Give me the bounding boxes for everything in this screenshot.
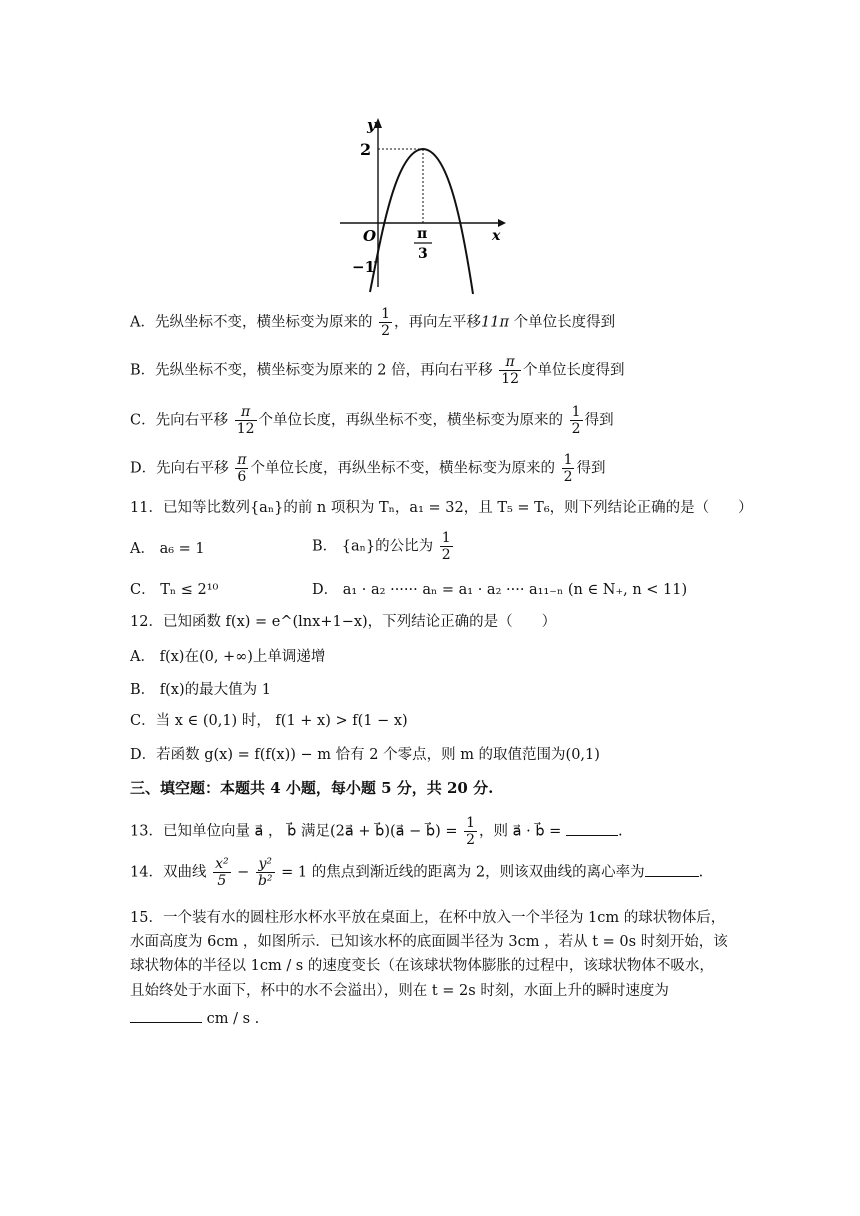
- q11-option-c: C． Tₙ ≤ 2¹⁰: [130, 582, 219, 598]
- origin-label: O: [363, 227, 377, 245]
- max-value-label: 2: [360, 140, 372, 159]
- fraction: $\frac{1}{2}$: [381, 306, 391, 340]
- fraction: $\frac{1}{2}$: [466, 815, 476, 849]
- fraction: $\frac{\text{x²}}{5}$: [215, 856, 229, 890]
- q14: 14．双曲线 $\frac{\text{x²}}{5}$ − $\frac{\text{y²}}{\text{b²}}$ = 1 的焦点到渐近线的距离为 2，则该双曲线的离心率为 .: [130, 856, 704, 890]
- fraction: $\frac{\pi}{12}$: [236, 404, 255, 438]
- x-axis-arrow-icon: [498, 219, 506, 227]
- q10-option-c: C．先向右平移 $\frac{\pi}{12}$ 个单位长度，再纵坐标不变，横坐标变为原来的 $\frac{1}{2}$ 得到: [130, 404, 614, 438]
- q15-line-2: 水面高度为 6cm ，如图所示．已知该水杯的底面圆半径为 3cm ，若从 t = 0s 时刻开始，该: [130, 934, 728, 950]
- fraction: $\frac{1}{2}$: [441, 530, 451, 564]
- q11-option-d: D． a₁ · a₂ ······ aₙ = a₁ · a₂ ···· a₁₁₋ₙ (n ∈ N₊, n < 11): [312, 582, 688, 598]
- sine-curve: [370, 149, 473, 294]
- q10-option-d: D．先向右平移 $\frac{\pi}{6}$ 个单位长度，再纵坐标不变，横坐标变为原来的 $\frac{1}{2}$ 得到: [130, 452, 606, 486]
- x-tick-denominator: 3: [418, 246, 428, 262]
- answer-blank[interactable]: [645, 862, 699, 877]
- x-axis-label: x: [492, 228, 501, 244]
- fraction: $\frac{1}{2}$: [571, 404, 581, 438]
- q12-option-c: C．当 x ∈ (0,1) 时， f(1 + x) > f(1 − x): [130, 713, 408, 729]
- answer-blank[interactable]: [130, 1008, 202, 1023]
- q12-option-b: B． f(x)的最大值为 1: [130, 682, 271, 698]
- answer-blank[interactable]: [566, 821, 618, 836]
- y-axis-label: y: [367, 116, 376, 134]
- section-heading: 三、填空题：本题共 4 小题，每小题 5 分，共 20 分.: [130, 779, 494, 797]
- q12-stem: 12．已知函数 f(x) = e^(lnx+1−x)，下列结论正确的是（ ）: [130, 614, 557, 630]
- fraction: $\frac{\text{y²}}{\text{b²}}$: [257, 856, 273, 890]
- fraction: $\frac{\pi}{12}$: [501, 354, 520, 388]
- function-graph: [330, 112, 510, 302]
- q10-option-b: B．先纵坐标不变，横坐标变为原来的 2 倍，再向右平移 $\frac{\pi}{12}$ 个单位长度得到: [130, 354, 625, 388]
- q15-line-1: 15．一个装有水的圆柱形水杯水平放在桌面上，在杯中放入一个半径为 1cm 的球状物体后，: [130, 910, 726, 926]
- q15-line-5: cm / s .: [130, 1008, 259, 1027]
- q12-option-a: A． f(x)在(0, +∞)上单调递增: [130, 649, 326, 665]
- fraction: $\frac{1}{2}$: [563, 452, 573, 486]
- q12-option-d: D．若函数 g(x) = f(f(x)) − m 恰有 2 个零点，则 m 的取值范围为(0,1): [130, 747, 600, 763]
- min-value-label: −1: [352, 258, 376, 276]
- fraction: $\frac{\pi}{6}$: [237, 452, 247, 486]
- q15-line-3: 球状物体的半径以 1cm / s 的速度变长（在该球状物体膨胀的过程中，该球状物体不吸水，: [130, 958, 714, 974]
- q11-stem: 11．已知等比数列{aₙ}的前 n 项积为 Tₙ，a₁ = 32，且 T₅ = T₆，则下列结论正确的是（ ）: [130, 500, 753, 516]
- q13: 13．已知单位向量 a⃗ ， b⃗ 满足(2a⃗ + b⃗)(a⃗ − b⃗) = $\frac{1}{2}$ ，则 a⃗ · b⃗ = .: [130, 815, 623, 849]
- q11-option-b: B． {aₙ}的公比为 $\frac{1}{2}$: [312, 530, 451, 564]
- x-tick-numerator: π: [417, 226, 428, 242]
- q15-line-4: 且始终处于水面下，杯中的水不会溢出），则在 t = 2s 时刻，水面上升的瞬时速度为: [130, 983, 669, 999]
- q10-option-a: A．先纵坐标不变，横坐标变为原来的 $\frac{1}{2}$ ，再向左平移11π 个单位长度得到: [130, 306, 616, 340]
- q11-option-a: A． a₆ = 1: [130, 541, 205, 557]
